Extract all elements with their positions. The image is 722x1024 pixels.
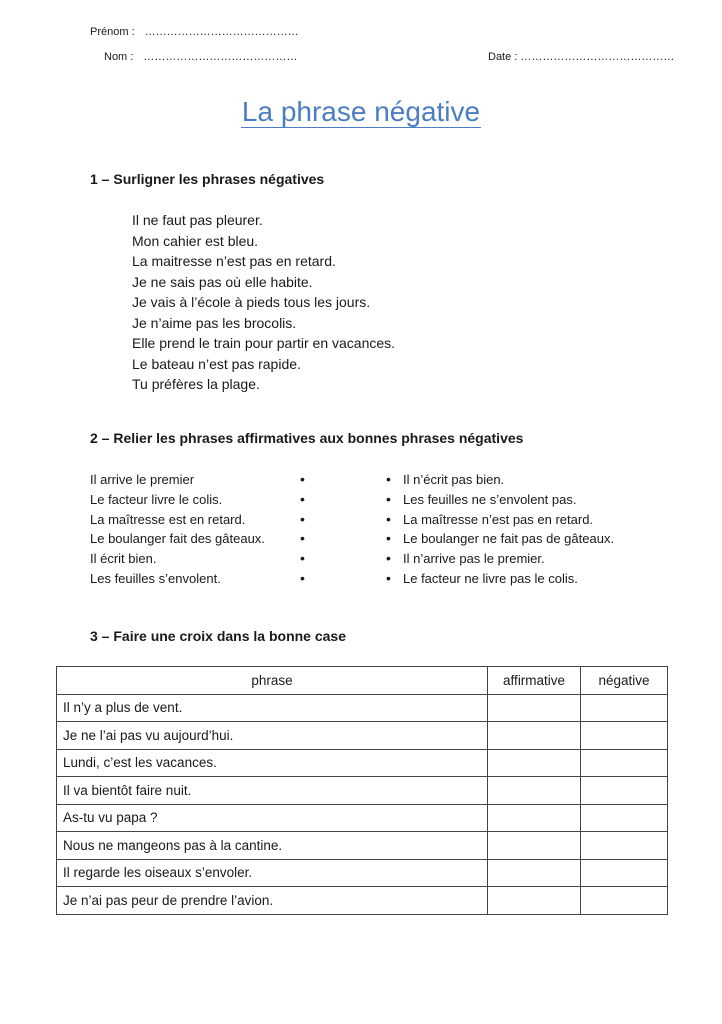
affirmative-checkbox-cell[interactable] <box>488 859 581 887</box>
affirmative-checkbox-cell[interactable] <box>488 804 581 832</box>
affirmative-sentence: Il écrit bien. <box>90 551 157 567</box>
exercise1-sentence[interactable]: Tu préfères la plage. <box>132 376 260 392</box>
page-title: La phrase négative <box>241 96 481 127</box>
table-row <box>57 777 668 805</box>
matching-row <box>0 470 722 490</box>
nom-label: Nom : <box>104 51 134 63</box>
table-sentence-cell: Nous ne mangeons pas à la cantine. <box>57 832 488 860</box>
negative-sentence: Les feuilles ne s’envolent pas. <box>403 491 577 507</box>
column-header-affirmative: affirmative <box>488 667 581 695</box>
matching-row <box>0 549 722 569</box>
date-field <box>488 51 674 63</box>
date-blank: …………………………………… <box>520 51 675 63</box>
right-bullet-dot[interactable]: • <box>386 569 391 586</box>
classification-table <box>56 666 668 915</box>
matching-row <box>0 529 722 549</box>
negative-checkbox-cell[interactable] <box>581 694 668 722</box>
matching-row <box>0 569 722 589</box>
exercise1-sentence[interactable]: Elle prend le train pour partir en vacances. <box>132 335 396 351</box>
exercise3-heading: 3 – Faire une croix dans la bonne case <box>90 628 346 644</box>
left-bullet-dot[interactable]: • <box>300 530 305 547</box>
table-sentence-cell: Je n’ai pas peur de prendre l’avion. <box>57 887 488 915</box>
exercise1-sentence[interactable]: Le bateau n’est pas rapide. <box>132 355 301 372</box>
matching-row <box>0 510 722 530</box>
negative-checkbox-cell[interactable] <box>581 804 668 832</box>
table-sentence-cell: Il n’y a plus de vent. <box>57 694 488 722</box>
exercise1-sentence[interactable]: La maitresse n’est pas en retard. <box>132 253 336 269</box>
negative-checkbox-cell[interactable] <box>581 887 668 915</box>
exercise1-sentence[interactable]: Je vais à l’école à pieds tous les jours. <box>132 294 371 310</box>
affirmative-sentence: Le boulanger fait des gâteaux. <box>90 531 265 547</box>
table-sentence-cell: Lundi, c’est les vacances. <box>57 749 488 777</box>
left-bullet-dot[interactable]: • <box>300 569 305 586</box>
table-sentence-cell: Il regarde les oiseaux s’envoler. <box>57 859 488 887</box>
table-row <box>57 859 668 887</box>
table-row <box>57 694 668 722</box>
negative-checkbox-cell[interactable] <box>581 859 668 887</box>
exercise1-sentence[interactable]: Je n’aime pas les brocolis. <box>132 314 297 331</box>
affirmative-sentence: Il arrive le premier <box>90 472 195 487</box>
negative-sentence: Il n’arrive pas le premier. <box>403 551 545 567</box>
affirmative-sentence: Le facteur livre le colis. <box>90 491 223 507</box>
right-bullet-dot[interactable]: • <box>386 471 391 487</box>
right-bullet-dot[interactable]: • <box>386 510 391 527</box>
exercise1-sentence[interactable]: Je ne sais pas où elle habite. <box>132 273 313 290</box>
affirmative-checkbox-cell[interactable] <box>488 749 581 777</box>
exercise1-heading: 1 – Surligner les phrases négatives <box>90 171 325 187</box>
affirmative-checkbox-cell[interactable] <box>488 887 581 915</box>
negative-sentence: Le boulanger ne fait pas de gâteaux. <box>403 531 615 547</box>
table-row <box>57 804 668 832</box>
negative-checkbox-cell[interactable] <box>581 722 668 750</box>
negative-checkbox-cell[interactable] <box>581 749 668 777</box>
exercise1-sentence-list <box>132 210 395 395</box>
table-sentence-cell: Il va bientôt faire nuit. <box>57 777 488 805</box>
exercise1-sentence[interactable]: Il ne faut pas pleurer. <box>132 212 263 228</box>
table-header-row <box>57 667 668 695</box>
affirmative-sentence: La maîtresse est en retard. <box>90 511 246 527</box>
affirmative-checkbox-cell[interactable] <box>488 694 581 722</box>
table-sentence-cell: As-tu vu papa ? <box>57 804 488 832</box>
page-title-wrap <box>0 96 722 128</box>
column-header-negative: négative <box>581 667 668 695</box>
right-bullet-dot[interactable]: • <box>386 550 391 567</box>
negative-checkbox-cell[interactable] <box>581 777 668 805</box>
date-label: Date : <box>488 51 518 63</box>
table-row <box>57 749 668 777</box>
negative-checkbox-cell[interactable] <box>581 832 668 860</box>
nom-blank: …………………………………… <box>143 51 298 63</box>
prenom-field <box>90 26 299 38</box>
table-row <box>57 832 668 860</box>
exercise1-sentence[interactable]: Mon cahier est bleu. <box>132 232 259 249</box>
table-sentence-cell: Je ne l’ai pas vu aujourd’hui. <box>57 722 488 750</box>
left-bullet-dot[interactable]: • <box>300 510 305 527</box>
prenom-blank: …………………………………… <box>144 26 299 38</box>
prenom-label: Prénom : <box>90 26 135 38</box>
affirmative-checkbox-cell[interactable] <box>488 777 581 805</box>
column-header-phrase: phrase <box>57 667 488 695</box>
negative-sentence: Le facteur ne livre pas le colis. <box>403 570 578 586</box>
left-bullet-dot[interactable]: • <box>300 550 305 567</box>
affirmative-sentence: Les feuilles s’envolent. <box>90 570 221 586</box>
negative-sentence: La maîtresse n’est pas en retard. <box>403 511 594 527</box>
matching-row <box>0 490 722 510</box>
affirmative-checkbox-cell[interactable] <box>488 832 581 860</box>
table-row <box>57 722 668 750</box>
exercise2-matching <box>0 470 722 589</box>
left-bullet-dot[interactable]: • <box>300 490 305 507</box>
left-bullet-dot[interactable]: • <box>300 471 305 487</box>
exercise2-heading: 2 – Relier les phrases affirmatives aux bonnes phrases négatives <box>90 430 524 446</box>
negative-sentence: Il n’écrit pas bien. <box>403 472 505 487</box>
table-row <box>57 887 668 915</box>
right-bullet-dot[interactable]: • <box>386 530 391 547</box>
affirmative-checkbox-cell[interactable] <box>488 722 581 750</box>
right-bullet-dot[interactable]: • <box>386 490 391 507</box>
nom-field <box>104 51 297 63</box>
